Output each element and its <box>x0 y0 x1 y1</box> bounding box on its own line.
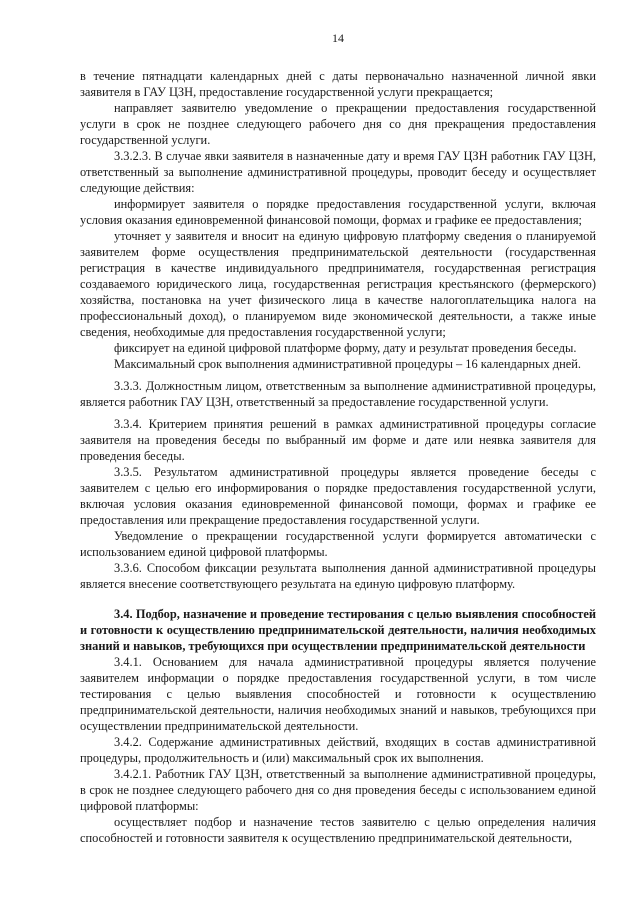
paragraph: в течение пятнадцати календарных дней с даты первоначально назначенной личной явки заявителя в ГАУ ЦЗН, предоставление государственной услуги прекращается; <box>80 69 596 99</box>
paragraph: осуществляет подбор и назначение тестов заявителю с целью определения наличия способностей и готовности заявителя к осуществлению предпринимательской деятельности, <box>80 815 596 845</box>
paragraph: 3.3.4. Критерием принятия решений в рамках административной процедуры согласие заявителя на проведения беседы по выбранный им форме и дате или неявка заявителя для проведения беседы. <box>80 417 596 463</box>
paragraph: 3.3.3. Должностным лицом, ответственным за выполнение административной процедуры, является работник ГАУ ЦЗН, ответственный за предоставление государственной услуги. <box>80 379 596 409</box>
paragraph: 3.4.1. Основанием для начала административной процедуры является получение заявителем информации о порядке предоставления государственной услуги, в том числе тестирования с целью выявления способностей и готовности к осуществлению предпринимательской деятельности, наличия необходимых знаний и навыков, требующихся при осуществлении предпринимательской деятельности. <box>80 655 596 733</box>
paragraph: информирует заявителя о порядке предоставления государственной услуги, включая условия оказания единовременной финансовой помощи, формах и графике ее предоставления; <box>80 197 596 227</box>
paragraph: фиксирует на единой цифровой платформе форму, дату и результат проведения беседы. <box>114 341 577 355</box>
paragraph: 3.4.2. Содержание административных действий, входящих в состав административной процедуры, продолжительность и (или) максимальный срок их выполнения. <box>80 735 596 765</box>
document-body <box>80 68 596 846</box>
paragraph: Максимальный срок выполнения административной процедуры – 16 календарных дней. <box>114 357 581 371</box>
paragraph: 3.4.2.1. Работник ГАУ ЦЗН, ответственный за выполнение административной процедуры, в срок не позднее следующего рабочего дня со дня проведения беседы с использованием единой цифровой платформы: <box>80 767 596 813</box>
paragraph: 3.3.2.3. В случае явки заявителя в назначенные дату и время ГАУ ЦЗН работник ГАУ ЦЗН, ответственный за выполнение административной процедуры, проводит беседу и осуществляет следующие действия: <box>80 149 596 195</box>
paragraph: направляет заявителю уведомление о прекращении предоставления государственной услуги в срок не позднее следующего рабочего дня со дня прекращения предоставления государственной услуги. <box>80 101 596 147</box>
paragraph: уточняет у заявителя и вносит на единую цифровую платформу сведения о планируемой заявителем форме осуществления предпринимательской деятельности (государственная регистрация в качестве индивидуального предпринимателя, государственная регистрация создаваемого юридического лица, государственная регистрация крестьянского (фермерского) хозяйства, постановка на учет физического лица в качестве налогоплательщика налога на профессиональный доход), о планируемом виде экономической деятельности, а также иные сведения, необходимые для предоставления государственной услуги; <box>80 229 596 339</box>
paragraph: Уведомление о прекращении государственной услуги формируется автоматически с использованием единой цифровой платформы. <box>80 529 596 559</box>
page-number: 14 <box>332 31 344 45</box>
paragraph: 3.3.6. Способом фиксации результата выполнения данной административной процедуры является внесение соответствующего результата на единую цифровую платформу. <box>80 561 596 591</box>
section-heading: 3.4. Подбор, назначение и проведение тестирования с целью выявления способностей и готовности к осуществлению предпринимательской деятельности, наличия необходимых знаний и навыков, требующихся при осуществлении предпринимательской деятельности <box>80 607 596 653</box>
paragraph: 3.3.5. Результатом административной процедуры является проведение беседы с заявителем с целью его информирования о порядке предоставления государственной услуги, включая условия оказания единовременной финансовой помощи, формах и графике ее предоставления или прекращение предоставления государственной услуги. <box>80 465 596 527</box>
